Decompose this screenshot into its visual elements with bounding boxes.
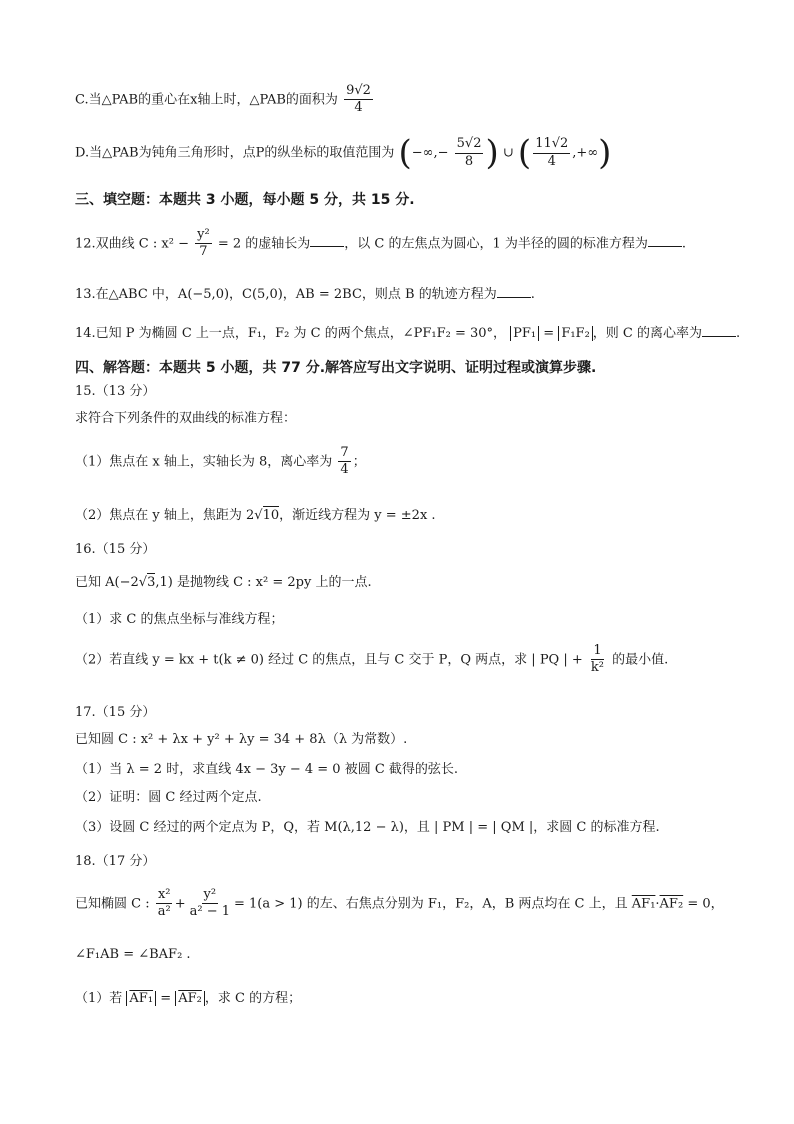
right-paren: )	[485, 133, 499, 173]
q17-part-1: （1）当 λ = 2 时，求直线 4x − 3y − 4 = 0 被圆 C 截得的弦长.	[75, 762, 459, 777]
q15-2-text-a: （2）焦点在 y 轴上，焦距为 2	[75, 508, 255, 523]
left-paren: (	[398, 133, 412, 173]
q16-intro-b: ,1) 是抛物线 C : x² = 2py 上的一点.	[155, 575, 372, 590]
fraction-numerator: x²	[156, 888, 173, 904]
option-c-fraction	[344, 84, 373, 116]
q18-angle-condition: ∠F₁AB = ∠BAF₂ .	[75, 947, 191, 962]
q18-1-text-b: ，求 C 的方程；	[204, 991, 302, 1006]
q15-part-2	[75, 509, 436, 522]
sqrt-radicand: 3	[147, 575, 156, 590]
q15-1-fraction	[338, 446, 350, 478]
q13-end: .	[530, 287, 535, 302]
q16-intro	[75, 576, 372, 589]
q16-intro-a: 已知 A(−2	[75, 575, 139, 590]
fraction-denominator: a²	[157, 904, 171, 920]
fraction-denominator: 8	[464, 153, 474, 169]
option-d-text: D.当△PAB为钝角三角形时，点P的纵坐标的取值范围为	[75, 145, 395, 161]
q18-plus: +	[174, 896, 186, 912]
sqrt-radicand: 10	[262, 508, 280, 523]
q17-part-3: （3）设圆 C 经过的两个定点为 P，Q，若 M(λ,12 − λ)，且 | PM | = | QM |，求圆 C 的标准方程.	[75, 820, 660, 835]
q16-part-1: （1）求 C 的焦点坐标与准线方程；	[75, 612, 284, 627]
q12-text-a: 12.双曲线 C : x² −	[75, 236, 189, 252]
q18-heading: 18.（17 分）	[75, 854, 156, 869]
q18-1-text-a: （1）若	[75, 991, 123, 1006]
q12-text-c: ，以 C 的左焦点为圆心，1 为半径的圆的标准方程为	[344, 236, 648, 252]
abs-pf1: PF₁	[510, 326, 539, 341]
q16-heading: 16.（15 分）	[75, 542, 156, 557]
answer-blank	[702, 335, 736, 337]
q14-end: .	[736, 326, 741, 341]
abs-f1f2: F₁F₂	[558, 326, 592, 341]
q16-part-2	[75, 644, 668, 676]
fraction-denominator: k²	[590, 660, 604, 676]
q18-1-equals: =	[160, 991, 172, 1006]
option-d	[75, 133, 612, 173]
question-13	[75, 288, 535, 301]
left-paren: (	[517, 133, 532, 173]
section-3-heading: 三、填空题：本题共 3 小题，每小题 5 分，共 15 分.	[75, 192, 415, 208]
q18-intro-b: = 1(a > 1) 的左、右焦点分别为 F₁，F₂，A，B 两点均在 C 上，且	[234, 896, 628, 912]
q18-intro-a: 已知椭圆 C :	[75, 896, 150, 912]
interval-2-end: ,+∞	[572, 145, 599, 161]
fraction-numerator: 7	[338, 446, 350, 462]
q15-1-end: ；	[352, 454, 366, 470]
abs-vector-af1: AF₁	[126, 991, 156, 1006]
fraction-numerator: 5√2	[455, 137, 484, 153]
q13-text: 13.在△ABC 中，A(−5,0)，C(5,0)，AB = 2BC，则点 B 的轨迹方程为	[75, 287, 497, 302]
interval-1-fraction	[455, 137, 484, 169]
answer-blank	[497, 296, 531, 298]
q15-intro: 求符合下列条件的双曲线的标准方程：	[75, 411, 297, 426]
vector-af2: AF₂	[659, 896, 684, 912]
dot-product: ·	[655, 896, 660, 912]
abs-vector-af2: AF₂	[175, 991, 205, 1006]
question-14	[75, 327, 740, 340]
q18-fraction-x	[156, 888, 173, 920]
fraction-denominator: 4	[547, 153, 556, 169]
fraction-denominator: 4	[340, 462, 349, 478]
q12-fraction	[195, 228, 212, 260]
interval-2-fraction	[533, 137, 570, 169]
q16-2-fraction	[589, 644, 606, 676]
fraction-denominator: a² − 1	[189, 904, 230, 920]
answer-blank	[648, 245, 682, 247]
sqrt-sign: √	[254, 508, 263, 523]
q14-text-a: 14.已知 P 为椭圆 C 上一点，F₁，F₂ 为 C 的两个焦点，∠PF₁F₂ = 30°，	[75, 326, 507, 341]
answer-blank	[310, 245, 344, 247]
right-paren: )	[598, 133, 612, 173]
q16-2-end: 的最小值.	[612, 652, 669, 668]
q18-intro-c: = 0，	[687, 896, 724, 912]
fraction-numerator: 1	[591, 644, 603, 660]
fraction-numerator: 9√2	[344, 84, 373, 100]
interval-1-start: −∞,−	[411, 145, 449, 161]
sqrt-sign: √	[138, 575, 148, 590]
q18-intro	[75, 888, 724, 920]
fraction-numerator: 11√2	[533, 137, 570, 153]
fraction-numerator: y²	[195, 228, 212, 244]
section-4-heading: 四、解答题：本题共 5 小题，共 77 分.解答应写出文字说明、证明过程或演算步骤.	[75, 360, 597, 376]
vector-af1: AF₁	[631, 896, 656, 912]
option-c-text: C.当△PAB的重心在x轴上时，△PAB的面积为	[75, 92, 338, 108]
q15-2-text-b: ，渐近线方程为 y = ±2x .	[279, 508, 436, 523]
fraction-numerator: y²	[202, 888, 219, 904]
q14-text-b: ，则 C 的离心率为	[592, 326, 703, 341]
q12-end: .	[681, 236, 687, 252]
fraction-denominator: 4	[354, 100, 363, 116]
option-c	[75, 84, 375, 116]
q15-1-text: （1）焦点在 x 轴上，实轴长为 8，离心率为	[75, 454, 333, 470]
q15-part-1	[75, 446, 366, 478]
union-symbol: ∪	[502, 145, 514, 161]
q14-equals: =	[543, 326, 555, 341]
fraction-denominator: 7	[199, 244, 208, 260]
q12-text-b: = 2 的虚轴长为	[217, 236, 311, 252]
question-12	[75, 228, 686, 260]
q18-part-1	[75, 992, 301, 1005]
q15-heading: 15.（13 分）	[75, 384, 156, 399]
q17-part-2: （2）证明：圆 C 经过两个定点.	[75, 790, 262, 805]
q17-heading: 17.（15 分）	[75, 705, 156, 720]
q16-2-text: （2）若直线 y = kx + t(k ≠ 0) 经过 C 的焦点，且与 C 交于 P，Q 两点，求 | PQ | +	[75, 652, 583, 668]
q18-fraction-y	[188, 888, 232, 920]
q17-intro: 已知圆 C : x² + λx + y² + λy = 34 + 8λ（λ 为常数）.	[75, 732, 408, 747]
